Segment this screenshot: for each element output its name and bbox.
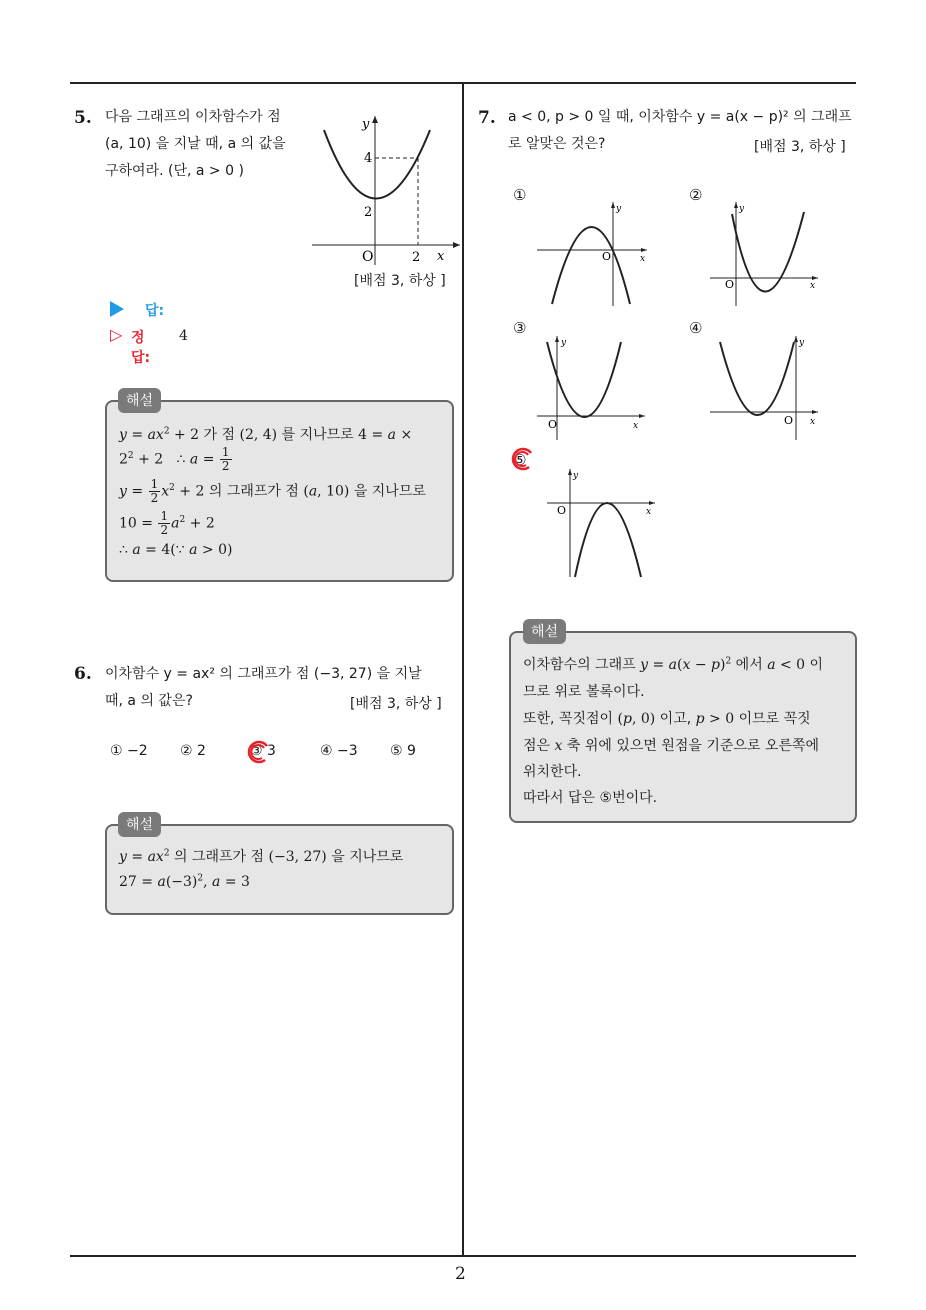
q5-line2: (a, 10) 을 지날 때, a 의 값을 <box>105 136 286 152</box>
q7-selection-circle-mark <box>507 444 537 474</box>
svg-text:x: x <box>810 281 816 291</box>
q5-number: 5. <box>74 108 92 128</box>
q5-tick-2-x: 2 <box>412 250 421 265</box>
q5-sol-line4: 10 = $\frac{1}{2}$ $a^2 + 2$ <box>119 509 215 537</box>
q7-sol-line2: 므로 위로 볼록이다. <box>523 684 645 700</box>
q5-sol-line5: ∴ a = 4(∵ a > 0) <box>119 542 233 558</box>
q6-solution-tag: 해설 <box>118 812 161 837</box>
q7-option-5-label[interactable]: ⑤ <box>513 451 527 469</box>
q5-correct-value: 4 <box>179 328 188 344</box>
q5-line3: 구하여라. (단, a > 0 ) <box>105 163 244 179</box>
svg-text:y: y <box>573 471 579 481</box>
q6-score: [배점 3, 하상 ] <box>350 696 442 712</box>
q7-graph-5[interactable] <box>545 465 660 580</box>
q7-graph-2[interactable] <box>708 198 823 308</box>
q7-sol-line6: 따라서 답은 ⑤번이다. <box>523 790 658 806</box>
q5-solution-box <box>105 400 454 582</box>
q5-tick-4: 4 <box>364 151 373 166</box>
q6-choice-5[interactable]: ⑤ 9 <box>390 743 416 759</box>
q5-answer-label: 답: <box>145 303 165 319</box>
svg-text:y: y <box>739 204 745 214</box>
q5-correct-label: 정답: <box>131 330 151 366</box>
svg-text:y: y <box>799 338 805 348</box>
q7-option-3-label[interactable]: ③ <box>513 319 527 337</box>
q5-tick-2-y: 2 <box>364 205 373 220</box>
q5-x-label: x <box>437 249 445 264</box>
hollow-arrow-icon: ▷ <box>110 325 123 344</box>
q5-parabola-graph <box>312 112 462 267</box>
q5-sol-line2: $2^2 + 2$ ∴ a = $\frac{1}{2}$ <box>119 445 230 473</box>
bottom-rule <box>70 1255 856 1257</box>
svg-text:O: O <box>548 418 558 431</box>
svg-text:x: x <box>633 421 639 431</box>
q7-option-4-label[interactable]: ④ <box>689 319 703 337</box>
q5-origin-label: O <box>362 249 374 265</box>
svg-text:x: x <box>640 254 646 264</box>
q6-solution-box <box>105 824 454 915</box>
play-arrow-icon <box>110 301 124 317</box>
q6-line2: 때, a 의 값은? <box>105 693 193 709</box>
q5-line1: 다음 그래프의 이차함수가 점 <box>105 109 281 125</box>
q6-line1: 이차함수 y = ax² 의 그래프가 점 (−3, 27) 을 지날 <box>105 666 422 682</box>
column-divider <box>462 84 464 1256</box>
q7-graph-4[interactable] <box>708 332 823 442</box>
q6-choice-3[interactable]: ③ 3 <box>250 743 276 759</box>
q6-number: 6. <box>74 664 92 684</box>
q7-score: [배점 3, 하상 ] <box>754 139 846 155</box>
q5-answer-blank[interactable] <box>178 300 358 318</box>
q6-choice-4[interactable]: ④ −3 <box>320 743 358 759</box>
page-number: 2 <box>455 1264 466 1284</box>
q5-sol-line1: $y = ax^2 + 2$ 가 점 (2, 4) 를 지나므로 4 = a × <box>119 426 413 443</box>
q7-line2: 로 알맞은 것은? <box>508 136 606 152</box>
q7-option-2-label[interactable]: ② <box>689 186 703 204</box>
svg-text:O: O <box>602 250 612 263</box>
svg-text:O: O <box>725 278 735 291</box>
svg-text:x: x <box>646 507 652 517</box>
q6-selection-circle-mark <box>243 737 273 767</box>
svg-text:O: O <box>557 504 567 517</box>
q7-graph-1[interactable] <box>535 198 650 308</box>
q7-number: 7. <box>478 108 496 128</box>
q5-text <box>105 104 320 185</box>
q6-choice-2[interactable]: ② 2 <box>180 743 206 759</box>
q7-option-1-label[interactable]: ① <box>513 186 527 204</box>
q5-score: [배점 3, 하상 ] <box>354 273 446 289</box>
q7-line1: a < 0, p > 0 일 때, 이차함수 y = a(x − p)² 의 그래프 <box>508 109 852 125</box>
q7-graph-3[interactable] <box>535 332 650 442</box>
svg-text:y: y <box>616 204 622 214</box>
svg-text:x: x <box>810 417 816 427</box>
svg-text:O: O <box>784 414 794 427</box>
q7-solution-box <box>509 631 857 823</box>
q5-y-label: y <box>362 117 370 132</box>
q6-choice-1[interactable]: ① −2 <box>110 743 148 759</box>
q5-solution-tag: 해설 <box>118 388 161 413</box>
q7-sol-line5: 위치한다. <box>523 764 582 780</box>
q7-sol-line3: 또한, 꼭짓점이 (p, 0) 이고, p > 0 이므로 꼭짓 <box>523 711 811 727</box>
svg-text:y: y <box>561 338 567 348</box>
q6-sol-line2: $27 = a(-3)^2$, a = 3 <box>119 873 250 890</box>
q7-sol-line4: 점은 x 축 위에 있으면 원점을 기준으로 오른쪽에 <box>523 738 820 754</box>
q7-sol-line1: 이차함수의 그래프 $y = a(x - p)^2$ 에서 a < 0 이 <box>523 656 824 673</box>
q5-sol-line3: y = $\frac{1}{2}$ $x^2 + 2$ 의 그래프가 점 (a, 10) 을 지나므로 <box>119 477 426 505</box>
q7-solution-tag: 해설 <box>523 619 566 644</box>
q6-sol-line1: $y = ax^2$ 의 그래프가 점 (−3, 27) 을 지나므로 <box>119 848 404 865</box>
